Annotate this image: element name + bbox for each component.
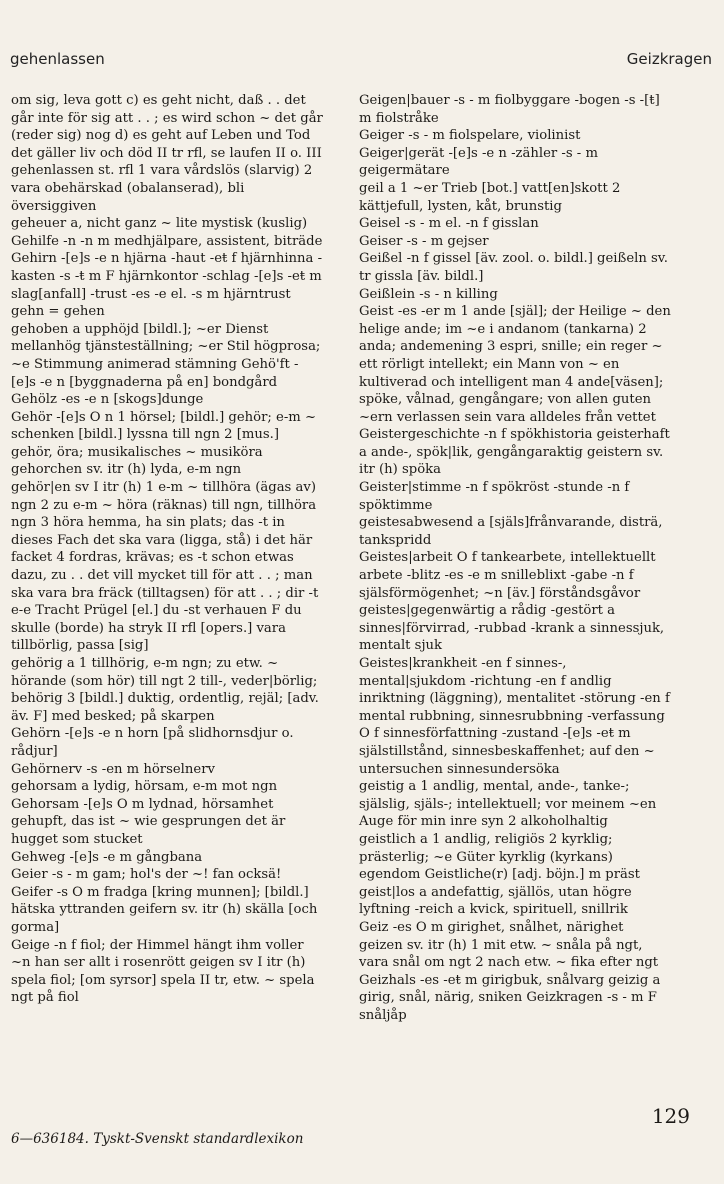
dictionary-entry: gehör|en sv I itr (h) 1 e-m ~ tillhöra (ägas av) ngn 2 zu e-m ~ höra (räknas) till ngn, tillhöra ngn 3 höra hemma, ha sin plats; das -t in dieses Fach det ska vara (ligga, stå) i det här facket 4 fordras, krävas; es -t schon etwas dazu, zu . . det vill mycket till för att . . ; man ska vara bra fräck (tilltagsen) för att . . ; dir -t e-e Tracht Prügel [el.] du -st verhauen F du skulle (borde) ha stryk II rfl [opers.] vara tillbörlig, passa [sig] (11, 480, 319, 654)
dictionary-entry: gehn = gehen (11, 304, 105, 320)
dictionary-entry: Gehweg -[e]s -e m gångbana (11, 849, 203, 865)
dictionary-entry: Geisel -s - m el. -n f gisslan (359, 216, 539, 232)
dictionary-entry: gehorsam a lydig, hörsam, e-m mot ngn Gehorsam -[e]s O m lydnad, hörsamhet (11, 779, 278, 812)
dictionary-entry: geil a 1 ~er Trieb [bot.] vatt[en]skott 2 kättjefull, lysten, kåt, brunstig (359, 180, 621, 214)
running-head-left: gehenlassen (10, 50, 105, 68)
dictionary-entry: Geistes|krankheit -en f sinnes-, mental|sjukdom -richtung -en f andlig inriktning (läggning), mentalitet -störung -en f mental rubbning, sinnesrubbning -verfassung O f sinnesförfattning -zustand -[e]s -eŧ m själstillstånd, sinnesbeskaffenhet; auf den ~ untersuchen sinnesundersöka (359, 656, 670, 777)
dictionary-entry: Geistes|arbeit O f tankearbete, intellektuellt arbete -blitz -es -e m snilleblixt -gabe -n f själsförmögenhet; ~n [äv.] förståndsgåvor (359, 550, 656, 601)
dictionary-entry: geistlich a 1 andlig, religiös 2 kyrklig; prästerlig; ~e Güter kyrklig (kyrkans) egendom Geistliche(r) [adj. böjn.] m präst (359, 831, 640, 883)
right-column (359, 92, 671, 1024)
dictionary-entry: gehupft, das ist ~ wie gesprungen det är hugget som stucket (11, 814, 286, 847)
dictionary-entry: Geiger|gerät -[e]s -e n -zähler -s - m geigermätare (359, 145, 598, 179)
dictionary-entry: Gehörn -[e]s -e n horn [på slidhornsdjur o. rådjur] (11, 726, 294, 759)
dictionary-entry: Gehör -[e]s O n 1 hörsel; [bildl.] gehör; e-m ~ schenken [bildl.] lyssna till ngn 2 [mus.] gehör, öra; musikalisches ~ musiköra (11, 409, 317, 460)
dictionary-entry: Gehörnerv -s -en m hörselnerv (11, 761, 215, 777)
dictionary-entry: om sig, leva gott c) es geht nicht, daß . . det går inte för sig att . . ; es wird schon ~ det går (reder sig) nog d) es geht auf Leben und Tod det gäller liv och död II tr rfl, se laufen II o. III (11, 93, 323, 161)
dictionary-entry: gehorchen sv. itr (h) lyda, e-m ngn (11, 462, 242, 478)
dictionary-entry: gehoben a upphöjd [bildl.]; ~er Dienst mellanhög tjänsteställning; ~er Stil högprosa; ~e Stimmung animerad stämning Gehö'ft -[e]s -e n [byggnaderna på en] bondgård Gehölz -es -e n [skogs]dunge (11, 321, 321, 408)
dictionary-entry: Geister|stimme -n f spökröst -stunde -n f spöktimme (359, 480, 630, 513)
dictionary-entry: geist|los a andefattig, själlös, utan högre lyftning -reich a kvick, spirituell, snillrik (359, 884, 632, 918)
page-number: 129 (651, 1104, 690, 1128)
dictionary-entry: Geiser -s - m gejser (359, 233, 489, 249)
dictionary-entry: Geißlein -s - n killing (359, 286, 498, 302)
dictionary-entry: Geistergeschichte -n f spökhistoria geisterhaft a ande-, spök|lik, gengångaraktig geistern sv. itr (h) spöka (359, 427, 670, 478)
left-column (11, 92, 323, 1007)
dictionary-entry: Geifer -s O m fradga [kring munnen]; [bildl.] hätska yttranden geifern sv. itr (h) skälla [och gorma] (11, 884, 318, 935)
dictionary-entry: Geiger -s - m fiolspelare, violinist (359, 128, 581, 144)
dictionary-entry: geistesabwesend a [själs]frånvarande, disträ, tankspridd (359, 515, 663, 548)
footer-signature: 6—636184. Tyskt-Svenskt standardlexikon (11, 1131, 304, 1147)
dictionary-entry: geheuer a, nicht ganz ~ lite mystisk (kuslig) Gehilfe -n -n m medhjälpare, assistent, biträde (11, 216, 323, 249)
running-head-right: Geizkragen (626, 50, 712, 68)
dictionary-entry: gehenlassen st. rfl 1 vara vårdslös (slarvig) 2 vara obehärskad (obalanserad), bli översiggiven (11, 163, 313, 214)
dictionary-entry: Geiz -es O m girighet, snålhet, närighet geizen sv. itr (h) 1 mit etw. ~ snåla på ngt, vara snål om ngt 2 nach etw. ~ fika efter ngt Geizhals -es -eŧ m girigbuk, snålvarg geizig a girig, snål, närig, sniken Geizkragen -s - m F snåljåp (359, 919, 661, 1023)
dictionary-entry: gehörig a 1 tillhörig, e-m ngn; zu etw. ~ hörande (som hör) till ngt 2 till-, veder|börlig; behörig 3 [bildl.] duktig, ordentlig, rejäl; [adv. äv. F] med besked; på skarpen (11, 656, 319, 724)
dictionary-entry: Geist -es -er m 1 ande [själ]; der Heilige ~ den helige ande; im ~e i andanom (tankarna) 2 anda; andemening 3 espri, snille; ein reger ~ ett rörligt intellekt; ein Mann von ~ en kultiverad och intelligent man 4 ande[väsen]; spöke, vålnad, gengångare; von allen guten ~ern verlassen sein vara alldeles från vettet (359, 304, 671, 425)
dictionary-entry: Geige -n f fiol; der Himmel hängt ihm voller ~n han ser allt i rosenrött geigen sv I itr (h) spela fiol; [om syrsor] spela II tr, etw. ~ spela ngt på fiol (11, 937, 315, 1006)
dictionary-entry: Geier -s - m gam; hol's der ~! fan ocksä! (11, 867, 282, 883)
dictionary-entry: Geißel -n f gissel [äv. zool. o. bildl.] geißeln sv. tr gissla [äv. bildl.] (359, 251, 668, 284)
dictionary-entry: geistes|gegenwärtig a rådig -gestört a sinnes|förvirrad, -rubbad -krank a sinnessjuk, mentalt sjuk (359, 603, 665, 654)
dictionary-entry: Gehirn -[e]s -e n hjärna -haut -eŧ f hjärnhinna -kasten -s -ŧ m F hjärnkontor -schlag -[e]s -eŧ m slag[anfall] -trust -es -e el. -s m hjärntrust (11, 251, 323, 302)
dictionary-entry: geistig a 1 andlig, mental, ande-, tanke-; själslig, själs-; intellektuell; vor meinem ~en Auge för min inre syn 2 alkoholhaltig (359, 779, 657, 830)
dictionary-entry: Geigen|bauer -s - m fiolbyggare -bogen -s -[ŧ] m fiolstråke (359, 93, 660, 126)
